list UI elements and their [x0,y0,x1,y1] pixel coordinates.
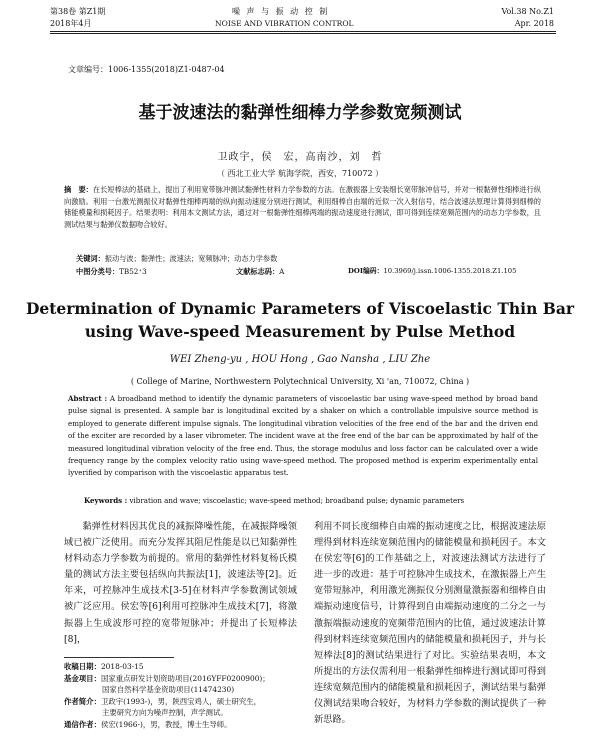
doi-value: 10.3969/j.issn.1006-1355.2018.Z1.105 [383,267,517,275]
header-journal-en: NOISE AND VIBRATION CONTROL [215,19,354,28]
abstract-en-text: A broadband method to identify the dynamic parameters of viscoelastic bar using wave-speed method by broad band pulse signal is presented. A sample bar is longitudinal excited by a shaker on which a controllable impulsive source method is employed to generate different impulse signals. The longitudinal vibration velocities of the free end of the bar and the driven end of the exciter are recorded by a laser vibrometer. The incident wave at the free end of the bar can be approximated by half of the measured longitudinal vibration velocity of the free end. Thus, the storage modulus and loss factor can be calculated over a wide frequency range by the complex velocity ratio using wave-speed method. The proposed method is experim experimentally ental lyverified by comparison with the viscoelastic apparatus test. [68,394,538,478]
header-issue-zh: 第38卷 第Z1期 [50,7,106,16]
keywords-en-label: Keywords : [84,496,128,505]
footnote-author-cont: 主要研究方向为噪声控制，声学测试。 [102,708,228,718]
clc-number [76,266,147,278]
abstract-en [68,393,538,480]
footnote-funding-cont: 国家自然科学基金资助项目(11474230) [102,685,235,695]
header-rule-double [50,33,556,34]
keywords-en-text: vibration and wave; viscoelastic; wave-speed method; broadband pulse; dynamic parameters [129,496,465,505]
title-en-line1: Determination of Dynamic Parameters of Viscoelastic Thin Bar [25,299,575,318]
doc-code-value: A [279,267,285,276]
abstract-en-label: Abstract : [68,394,108,403]
abstract-zh [64,184,541,230]
title-en-line2: using Wave-speed Measurement by Pulse Method [84,322,516,341]
header-rule [50,31,556,32]
header-date-en: Apr. 2018 [514,19,554,28]
doc-code-label: 文献标志码： [236,267,280,276]
body-left-column: 黏弹性材料因其优良的减振降噪性能，在减振降噪领域已被广泛使用。而充分发挥其阻尼性能是以已知黏弹性材料动态力学参数为前提的。常用的黏弹性材料复杨氏模量的测试方法主要包括纵向共振法[1]，波速法等[2]。近年来，可控脉冲生成技术[3-5]在材料声学参数测试领域被广泛应用。侯宏等[6]利用可控脉冲生成技术[7]，将激振器上生成波形可控的宽带短脉冲；并提出了长短棒法[8]， [64,521,297,645]
clc-label: 中图分类号： [76,267,120,276]
doi [348,266,516,278]
title-zh: 基于波速法的黏弹性细棒力学参数宽频测试 [138,103,462,123]
header-date-zh: 2018年4月 [50,19,92,28]
doc-code [236,266,284,278]
article-number: 文章编号：1006-1355(2018)Z1-0487-04 [68,65,225,74]
keywords-en [84,496,464,505]
keywords-zh-text: 振动与波；黏弹性；波速法；宽频脉冲；动态力学参数 [104,254,278,263]
affiliation-zh: （ 西北工业大学 航海学院，西安，710072 ） [216,169,384,178]
header-volume-en: Vol.38 No.Z1 [501,7,554,16]
abstract-zh-label: 摘 要： [64,185,93,194]
footnote-received: 收稿日期：2018-03-15 [64,662,144,671]
doi-label: DOI编码： [348,267,384,275]
footnote-correspondent: 通信作者：侯宏(1966-)，男，教授，博士生导师。 [64,719,232,729]
authors-en: WEI Zheng-yu , HOU Hong , Gao Nansha , LIU Zhe [169,354,431,365]
clc-value: TB52⁺3 [119,267,147,276]
footnote-rule [64,657,174,658]
keywords-zh-label: 关键词： [76,254,105,263]
footnotes [64,661,300,731]
body-right-column: 利用不同长度细棒自由端的振动速度之比，根据波速法原理得到材料连续宽频范围内的储能模量和损耗因子。本文在侯宏等[6]的工作基础之上，对波速法测试方法进行了进一步的改进：基于可控脉冲生成技术，在激振器上产生宽带短脉冲，利用激光测振仪分别测量激振器和细棒自由端振动速度信号，计算得到自由端振动速度的二分之一与激振端振动速度的宽频带范围内的比值，通过波速法计算得到材料连续宽频范围内的储能模量和损耗因子，并与长短棒法[8]的测试结果进行了对比。实验结果表明，本文所提出的方法仅需利用一根黏弹性细棒进行测试即可得到连续宽频范围内的储能模量和损耗因子，测试结果与黏弹仪测试结果吻合较好，为材料力学参数的测试提供了一种新思路。 [314,521,546,726]
abstract-zh-text: 在长短棒法的基础上，提出了利用宽带脉冲测试黏弹性材料力学参数的方法。在激振器上安装细长宽带脉冲信号，并对一根黏弹性细棒进行纵向激励。利用一台激光测振仪对黏弹性细棒两端的纵向振动速度分别进行测试，利用细棒自由端的近似一次入射信号，结合波速法原理计算得到细棒的储能模量和损耗因子。结果表明：利用本文测试方法，通过对一根黏弹性细棒两端的振动速度进行测试，即可得到连续宽频范围内的动态力学参数，且测试结果与黏弹仪数据吻合较好。 [64,185,541,229]
affiliation-en: ( College of Marine, Northwestern Polytechnical University, Xi 'an, 710072, China ) [130,377,470,386]
footnote-author: 作者简介：卫政宇(1993-)，男，陕西宝鸡人，硕士研究生， [64,696,262,706]
keywords-zh [76,253,277,265]
authors-zh: 卫政宇，侯 宏，高南沙，刘 哲 [217,152,383,163]
footnote-funding: 基金项目：国家重点研发计划资助项目(2016YFF0200900)； [64,673,270,683]
header-journal-zh: 噪 声 与 振 动 控 制 [232,7,330,16]
